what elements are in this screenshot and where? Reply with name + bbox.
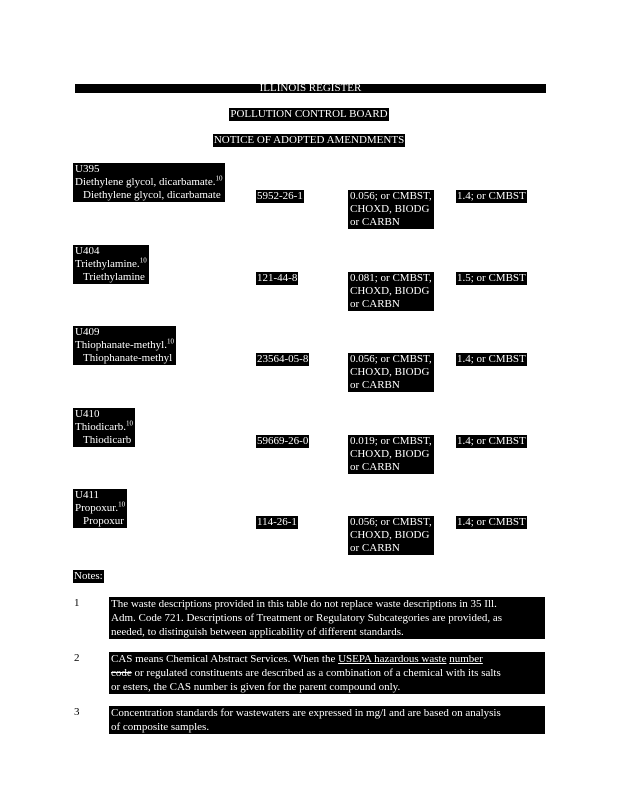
waste-code: U409 (75, 326, 100, 338)
nonwastewater-standard: 1.4; or CMBST (457, 516, 526, 528)
waste-name: Thiophanate-methyl.$^{10}$ (75, 337, 174, 351)
note-3 (109, 706, 545, 734)
waste-code: U395 (75, 163, 100, 175)
note-1-line-3: needed, to distinguish between applicability of different standards. (111, 626, 404, 638)
wastewater-line-3: or CARBN (350, 379, 400, 391)
waste-code-block (73, 408, 135, 447)
waste-code-block (73, 163, 225, 202)
nonwastewater-standard: 1.4; or CMBST (457, 353, 526, 365)
wastewater-line-1: 0.056; or CMBST, (350, 353, 432, 365)
notice-title-wrap (0, 134, 618, 147)
note-3-line-1: Concentration standards for wastewaters are expressed in mg/l and are based on analysis (111, 707, 501, 719)
board-title: POLLUTION CONTROL BOARD (230, 108, 388, 120)
wastewater-line-3: or CARBN (350, 216, 400, 228)
register-title: ILLINOIS REGISTER (259, 82, 362, 94)
waste-code: U404 (75, 245, 100, 257)
constituent-name: Thiodicarb (83, 434, 132, 446)
wastewater-line-2: CHOXD, BIODG (350, 203, 430, 215)
notes-heading: Notes: (74, 570, 103, 582)
wastewater-standard (348, 435, 434, 474)
wastewater-standard (348, 190, 434, 229)
constituent-name: Diethylene glycol, dicarbamate (83, 189, 221, 201)
wastewater-line-1: 0.056; or CMBST, (350, 516, 432, 528)
note-2-number: 2 (74, 652, 80, 664)
wastewater-standard (348, 353, 434, 392)
note-2-line-2: code or regulated constituents are described as a combination of a chemical with its salts (111, 667, 501, 679)
note-2-deleted-code: code (111, 667, 132, 679)
constituent-name: Propoxur (83, 515, 124, 527)
constituent-name: Thiophanate-methyl (83, 352, 173, 364)
notice-title: NOTICE OF ADOPTED AMENDMENTS (213, 134, 405, 146)
notes-heading-wrap (73, 570, 104, 583)
wastewater-line-1: 0.081; or CMBST, (350, 272, 432, 284)
footnote-ref: 10 (126, 419, 134, 428)
waste-code-block (73, 489, 127, 528)
wastewater-line-3: or CARBN (350, 461, 400, 473)
wastewater-line-2: CHOXD, BIODG (350, 285, 430, 297)
wastewater-standard (348, 516, 434, 555)
nonwastewater-standard: 1.5; or CMBST (457, 272, 526, 284)
waste-name: Thiodicarb.$^{10}$ (75, 419, 134, 433)
waste-name: Diethylene glycol, dicarbamate.$^{10}$ (75, 174, 223, 188)
waste-code-block (73, 245, 149, 284)
wastewater-standard (348, 272, 434, 311)
note-3-number: 3 (74, 706, 80, 718)
note-2 (109, 652, 545, 694)
footnote-ref: 10 (139, 256, 147, 265)
note-2-line-1: CAS means Chemical Abstract Services. When the USEPA hazardous waste number (111, 653, 483, 665)
wastewater-line-3: or CARBN (350, 542, 400, 554)
cas-number: 59669-26-0 (257, 435, 309, 447)
waste-code: U410 (75, 408, 100, 420)
note-2-inserted-number: number (449, 653, 483, 665)
cas-number: 5952-26-1 (257, 190, 303, 202)
footnote-ref: 10 (118, 500, 126, 509)
note-1-line-2: Adm. Code 721. Descriptions of Treatment or Regulatory Subcategories are provided, as (111, 612, 503, 624)
note-2-line-3: or esters, the CAS number is given for the parent compound only. (111, 681, 401, 693)
wastewater-line-2: CHOXD, BIODG (350, 529, 430, 541)
constituent-name: Triethylamine (83, 271, 145, 283)
nonwastewater-standard: 1.4; or CMBST (457, 435, 526, 447)
note-1-line-1: The waste descriptions provided in this table do not replace waste descriptions in 35 Ill. (111, 598, 497, 610)
note-3-line-2: of composite samples. (111, 721, 210, 733)
cas-number: 23564-05-8 (257, 353, 309, 365)
wastewater-line-1: 0.056; or CMBST, (350, 190, 432, 202)
wastewater-line-3: or CARBN (350, 298, 400, 310)
note-1-number: 1 (74, 597, 80, 609)
cas-number: 114-26-1 (257, 516, 297, 528)
footnote-ref: 10 (215, 174, 223, 183)
note-2-inserted-text: USEPA hazardous waste (338, 653, 447, 665)
waste-name: Triethylamine.$^{10}$ (75, 256, 147, 270)
wastewater-line-1: 0.019; or CMBST, (350, 435, 432, 447)
waste-code-block (73, 326, 176, 365)
waste-name: Propoxur.$^{10}$ (75, 500, 126, 514)
wastewater-line-2: CHOXD, BIODG (350, 448, 430, 460)
cas-number: 121-44-8 (257, 272, 298, 284)
nonwastewater-standard: 1.4; or CMBST (457, 190, 526, 202)
footnote-ref: 10 (166, 337, 174, 346)
board-title-wrap (0, 108, 618, 121)
waste-code: U411 (75, 489, 100, 501)
wastewater-line-2: CHOXD, BIODG (350, 366, 430, 378)
note-1 (109, 597, 545, 639)
